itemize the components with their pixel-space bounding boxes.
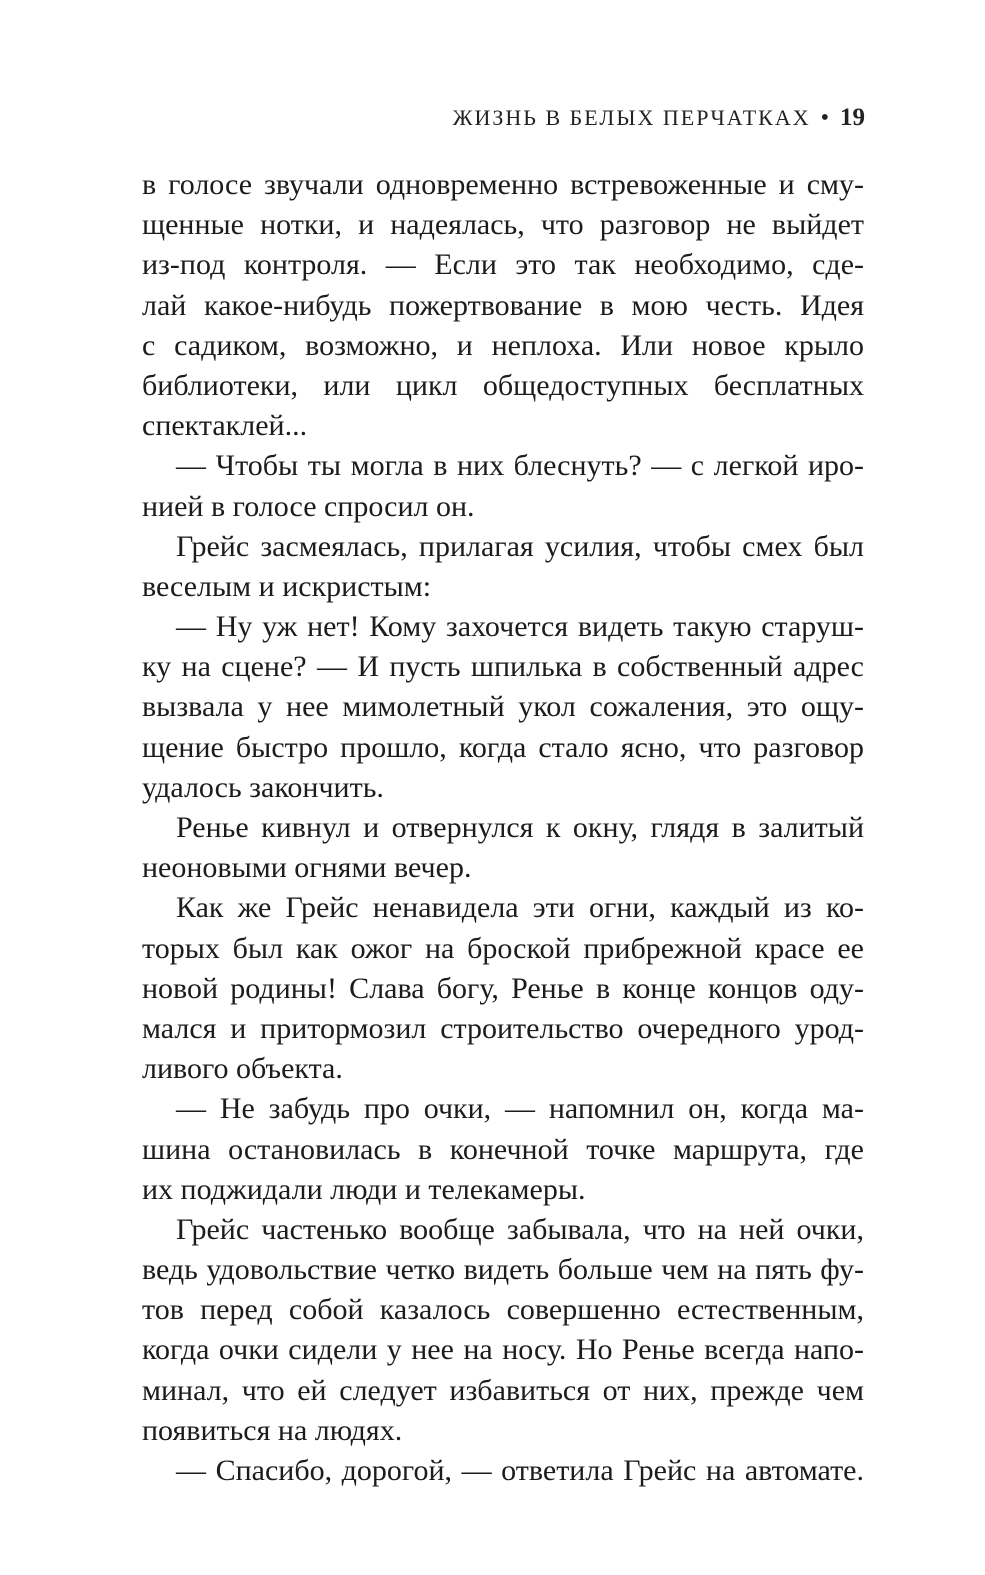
running-header (453, 104, 865, 132)
text-line: спектаклей... (142, 409, 308, 443)
text-line: неоновыми огнями вечер. (142, 851, 472, 885)
text-line: тов перед собой казалось совершенно естественным, (142, 1293, 864, 1327)
header-separator: • (820, 105, 830, 131)
text-line: шина остановилась в конечной точке маршрута, где (142, 1132, 864, 1166)
text-line: их поджидали люди и телекамеры. (142, 1172, 586, 1206)
text-line: ку на сцене? — И пусть шпилька в собственный адрес (142, 650, 864, 684)
page-number: 19 (840, 104, 865, 131)
paragraph-first-line: Ренье кивнул и отвернулся к окну, глядя в залитый (176, 811, 864, 844)
paragraph-first-line: Грейс засмеялась, прилагая усилия, чтобы смех был (176, 529, 864, 563)
text-line: с садиком, возможно, и неплоха. Или новое крыло (142, 328, 864, 362)
paragraph-first-line: — Чтобы ты могла в них блеснуть? — с легкой иро- (176, 449, 864, 483)
text-line: мался и притормозил строительство очередного урод- (142, 1011, 864, 1045)
text-line: ливого объекта. (142, 1052, 343, 1086)
text-line: новой родины! Слава богу, Ренье в конце концов оду- (142, 971, 864, 1005)
text-line: ведь удовольствие четко видеть больше чем на пять фу- (142, 1253, 864, 1287)
text-line: щенные нотки, и надеялась, что разговор не выйдет (142, 208, 864, 242)
text-line: вызвала у нее мимолетный укол сожаления, это ощу- (142, 690, 864, 724)
book-title: ЖИЗНЬ В БЕЛЫХ ПЕРЧАТКАХ (452, 105, 811, 130)
paragraph-first-line: — Спасибо, дорогой, — ответила Грейс на автомате. (176, 1454, 864, 1487)
text-line: торых был как ожог на броской прибрежной красе ее (142, 931, 864, 965)
text-line: в голосе звучали одновременно встревоженные и сму- (142, 168, 864, 201)
paragraph-first-line: Как же Грейс ненавидела эти огни, каждый из ко- (176, 891, 864, 925)
text-line: из-под контроля. — Если это так необходимо, сде- (142, 248, 864, 282)
paragraph-first-line: Грейс частенько вообще забывала, что на ней очки, (176, 1212, 864, 1246)
text-line: удалось закончить. (142, 770, 384, 804)
text-line: минал, что ей следует избавиться от них, прежде чем (142, 1373, 864, 1407)
text-line: когда очки сидели у нее на носу. Но Ренье всегда напо- (142, 1333, 864, 1367)
text-line: лай какое-нибудь пожертвование в мою честь. Идея (142, 288, 864, 322)
text-line: веселым и искристым: (142, 569, 432, 603)
text-line: библиотеки, или цикл общедоступных бесплатных (142, 368, 864, 402)
body-text (142, 165, 864, 1491)
paragraph-first-line: — Ну уж нет! Кому захочется видеть такую старуш- (176, 610, 864, 644)
text-line: нией в голосе спросил он. (142, 489, 475, 523)
text-line: щение быстро прошло, когда стало ясно, что разговор (142, 730, 864, 764)
text-line: появиться на людях. (142, 1413, 403, 1447)
paragraph-first-line: — Не забудь про очки, — напомнил он, когда ма- (176, 1092, 864, 1126)
